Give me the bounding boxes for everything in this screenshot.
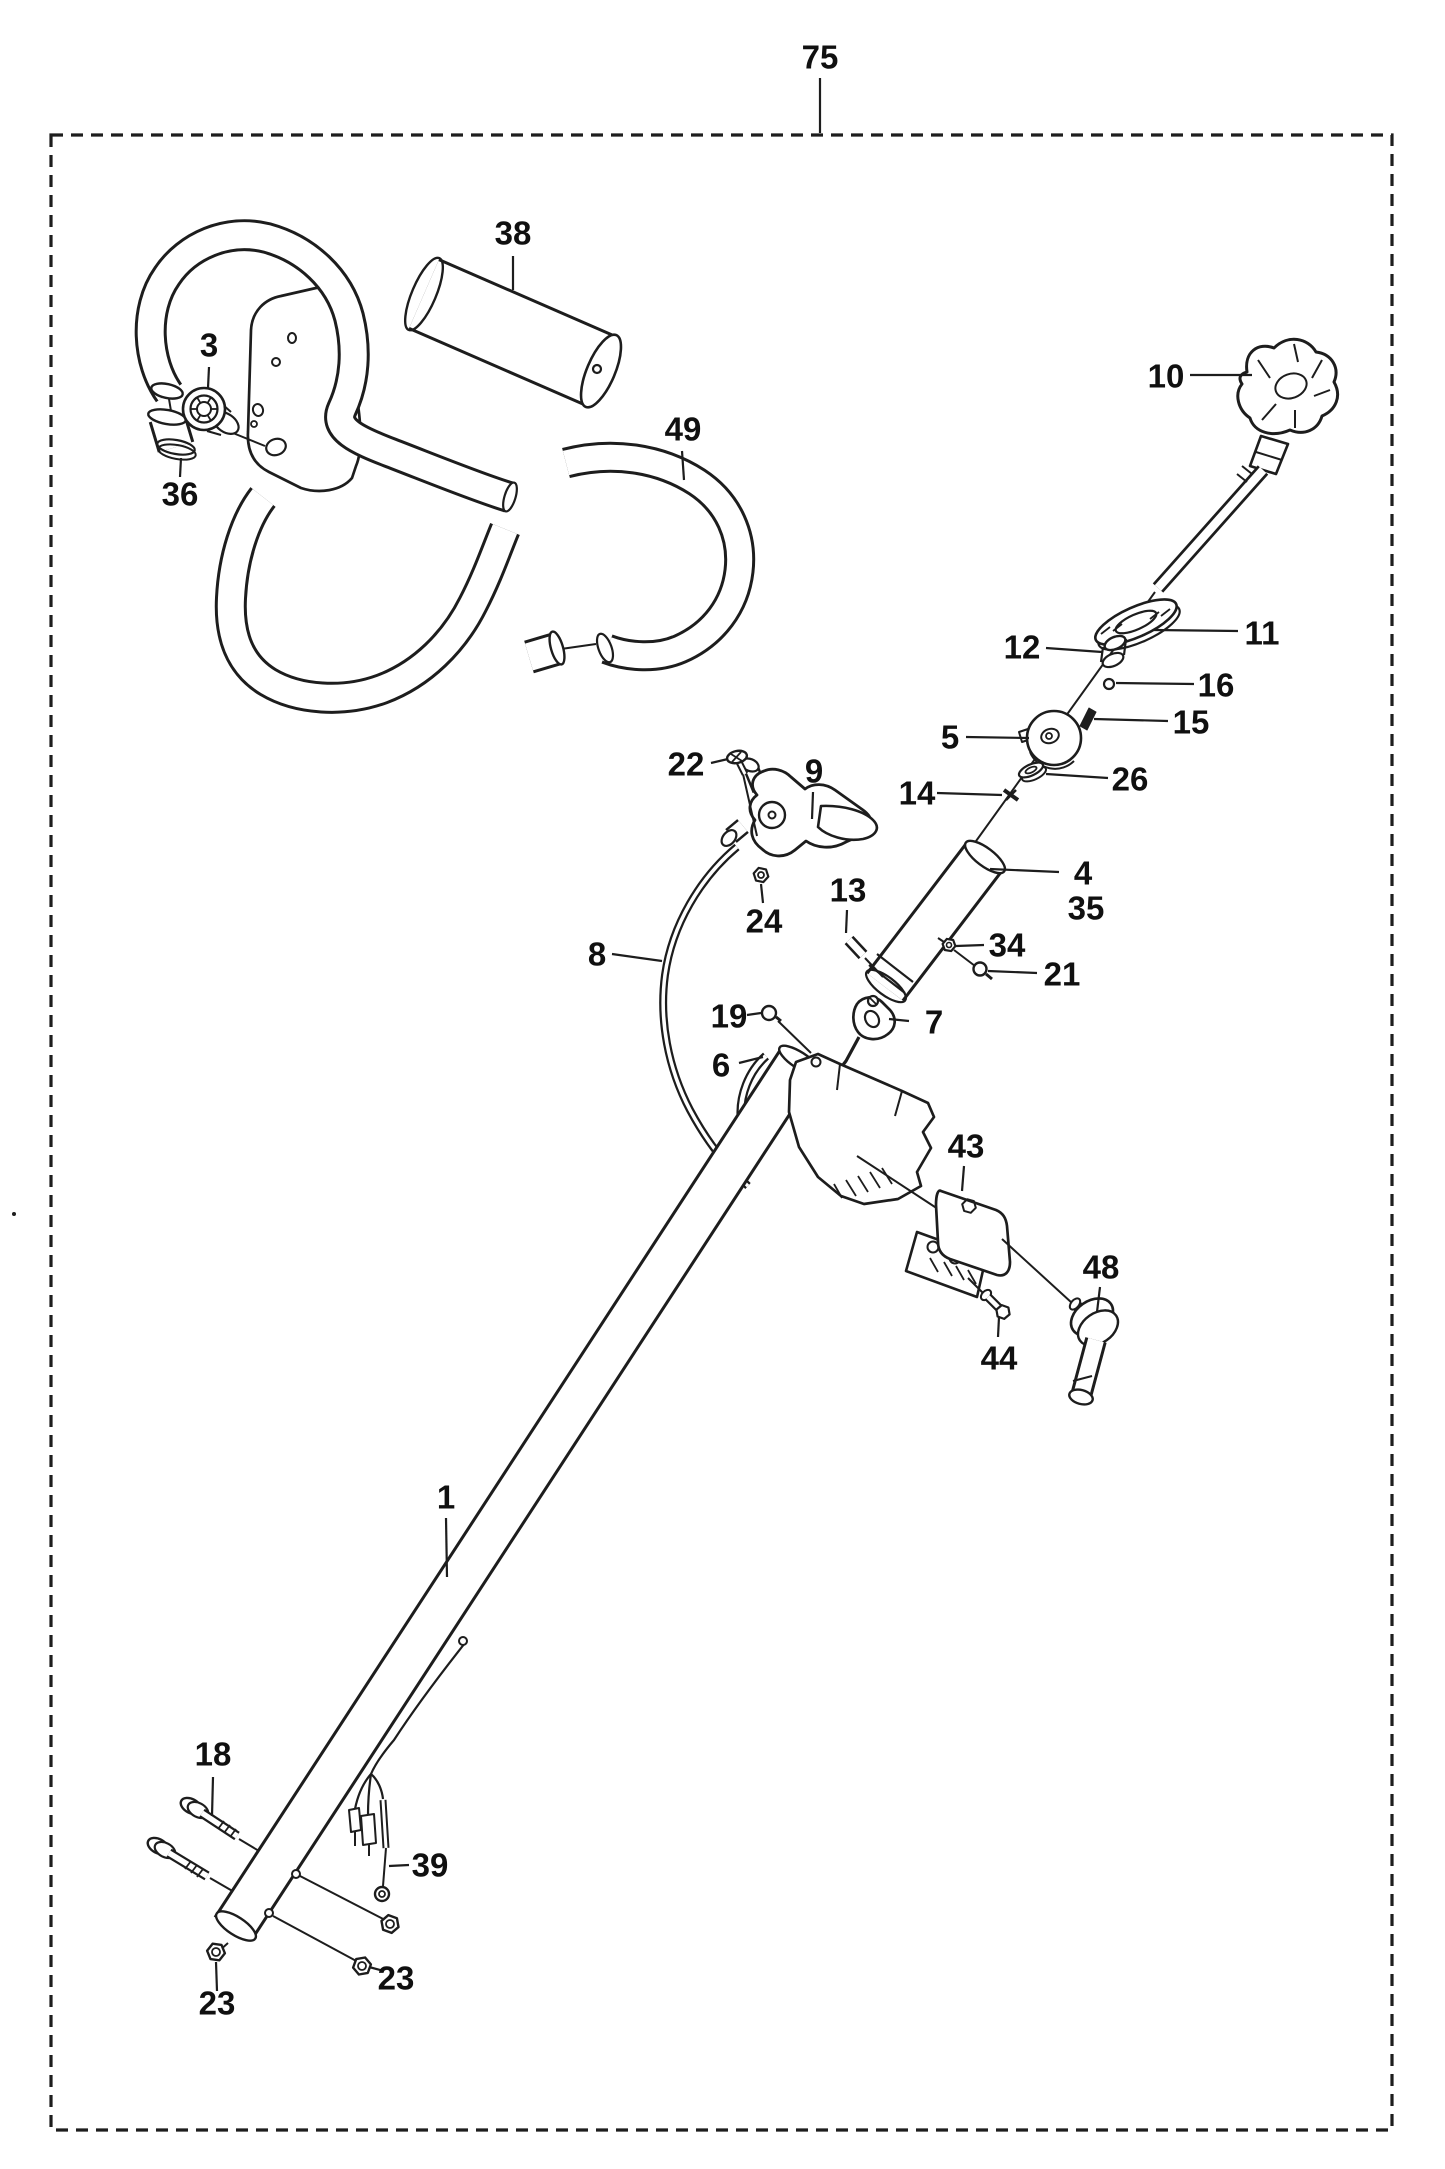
leader-line-28: [212, 1777, 213, 1816]
leader-line-16: [846, 910, 847, 933]
callout-39: 39: [411, 1846, 449, 1884]
callout-3: 3: [199, 326, 219, 364]
callout-12: 12: [1003, 628, 1041, 666]
callout-21: 21: [1043, 955, 1081, 993]
harness-connector-b: [361, 1814, 376, 1845]
leader-line-18: [956, 945, 984, 946]
harness-ring-terminal: [375, 1887, 389, 1901]
ball-16: [1104, 679, 1114, 689]
callout-16: 16: [1197, 666, 1235, 704]
leader-line-3: [180, 458, 181, 477]
callout-75: 75: [801, 38, 839, 76]
nut24: [754, 868, 769, 882]
harness-connector-a: [349, 1808, 361, 1832]
leader-line-10: [966, 737, 1029, 738]
leader-line-6: [1154, 630, 1238, 631]
shaft-nub-c: [459, 1637, 467, 1645]
callout-49: 49: [664, 410, 702, 448]
callout-4: 4: [1073, 854, 1093, 892]
knob3-outer: [183, 388, 225, 430]
grip-end-hole: [593, 365, 601, 373]
callout-9: 9: [804, 752, 824, 790]
callout-22: 22: [667, 745, 705, 783]
callout-34: 34: [988, 926, 1026, 964]
callout-38: 38: [494, 214, 532, 252]
callout-7: 7: [924, 1003, 944, 1041]
callout-8: 8: [587, 935, 607, 973]
leader-line-2: [208, 367, 209, 388]
callout-15: 15: [1172, 703, 1210, 741]
nut23-left: [207, 1944, 225, 1961]
leader-line-27: [446, 1518, 447, 1577]
callout-36: 36: [161, 475, 199, 513]
leader-line-8: [1116, 683, 1194, 684]
stray-mark: [12, 1212, 16, 1216]
callout-43: 43: [947, 1127, 985, 1165]
callout-6: 6: [711, 1046, 731, 1084]
callout-24: 24: [745, 902, 783, 940]
screw44-head: [996, 1305, 1009, 1319]
housing5-body: [1027, 711, 1081, 765]
shaft-nub-b: [265, 1909, 273, 1917]
callout-10: 10: [1147, 357, 1185, 395]
callout-5: 5: [940, 718, 960, 756]
callout-11: 11: [1244, 614, 1280, 652]
callout-13: 13: [829, 871, 867, 909]
callout-44: 44: [980, 1339, 1018, 1377]
ball-19: [762, 1006, 776, 1020]
callout-14: 14: [898, 774, 936, 812]
callout-23-right: 23: [377, 1959, 415, 1997]
nut23-right-a: [382, 1915, 399, 1933]
callout-23-left: 23: [198, 1984, 236, 2022]
eyelet-21: [974, 963, 987, 976]
callout-35: 35: [1067, 889, 1105, 927]
leader-line-29: [389, 1865, 409, 1866]
leader-line-14: [812, 792, 813, 819]
callout-48: 48: [1082, 1248, 1120, 1286]
nut23-right-b: [353, 1958, 371, 1975]
callout-1: 1: [436, 1478, 456, 1516]
leader-line-26: [998, 1317, 999, 1337]
throttle-pivot: [759, 802, 785, 828]
callout-19: 19: [710, 997, 748, 1035]
callout-18: 18: [194, 1735, 232, 1773]
callout-26: 26: [1111, 760, 1149, 798]
shaft-nub-a: [292, 1870, 300, 1878]
nut-34: [943, 939, 956, 951]
